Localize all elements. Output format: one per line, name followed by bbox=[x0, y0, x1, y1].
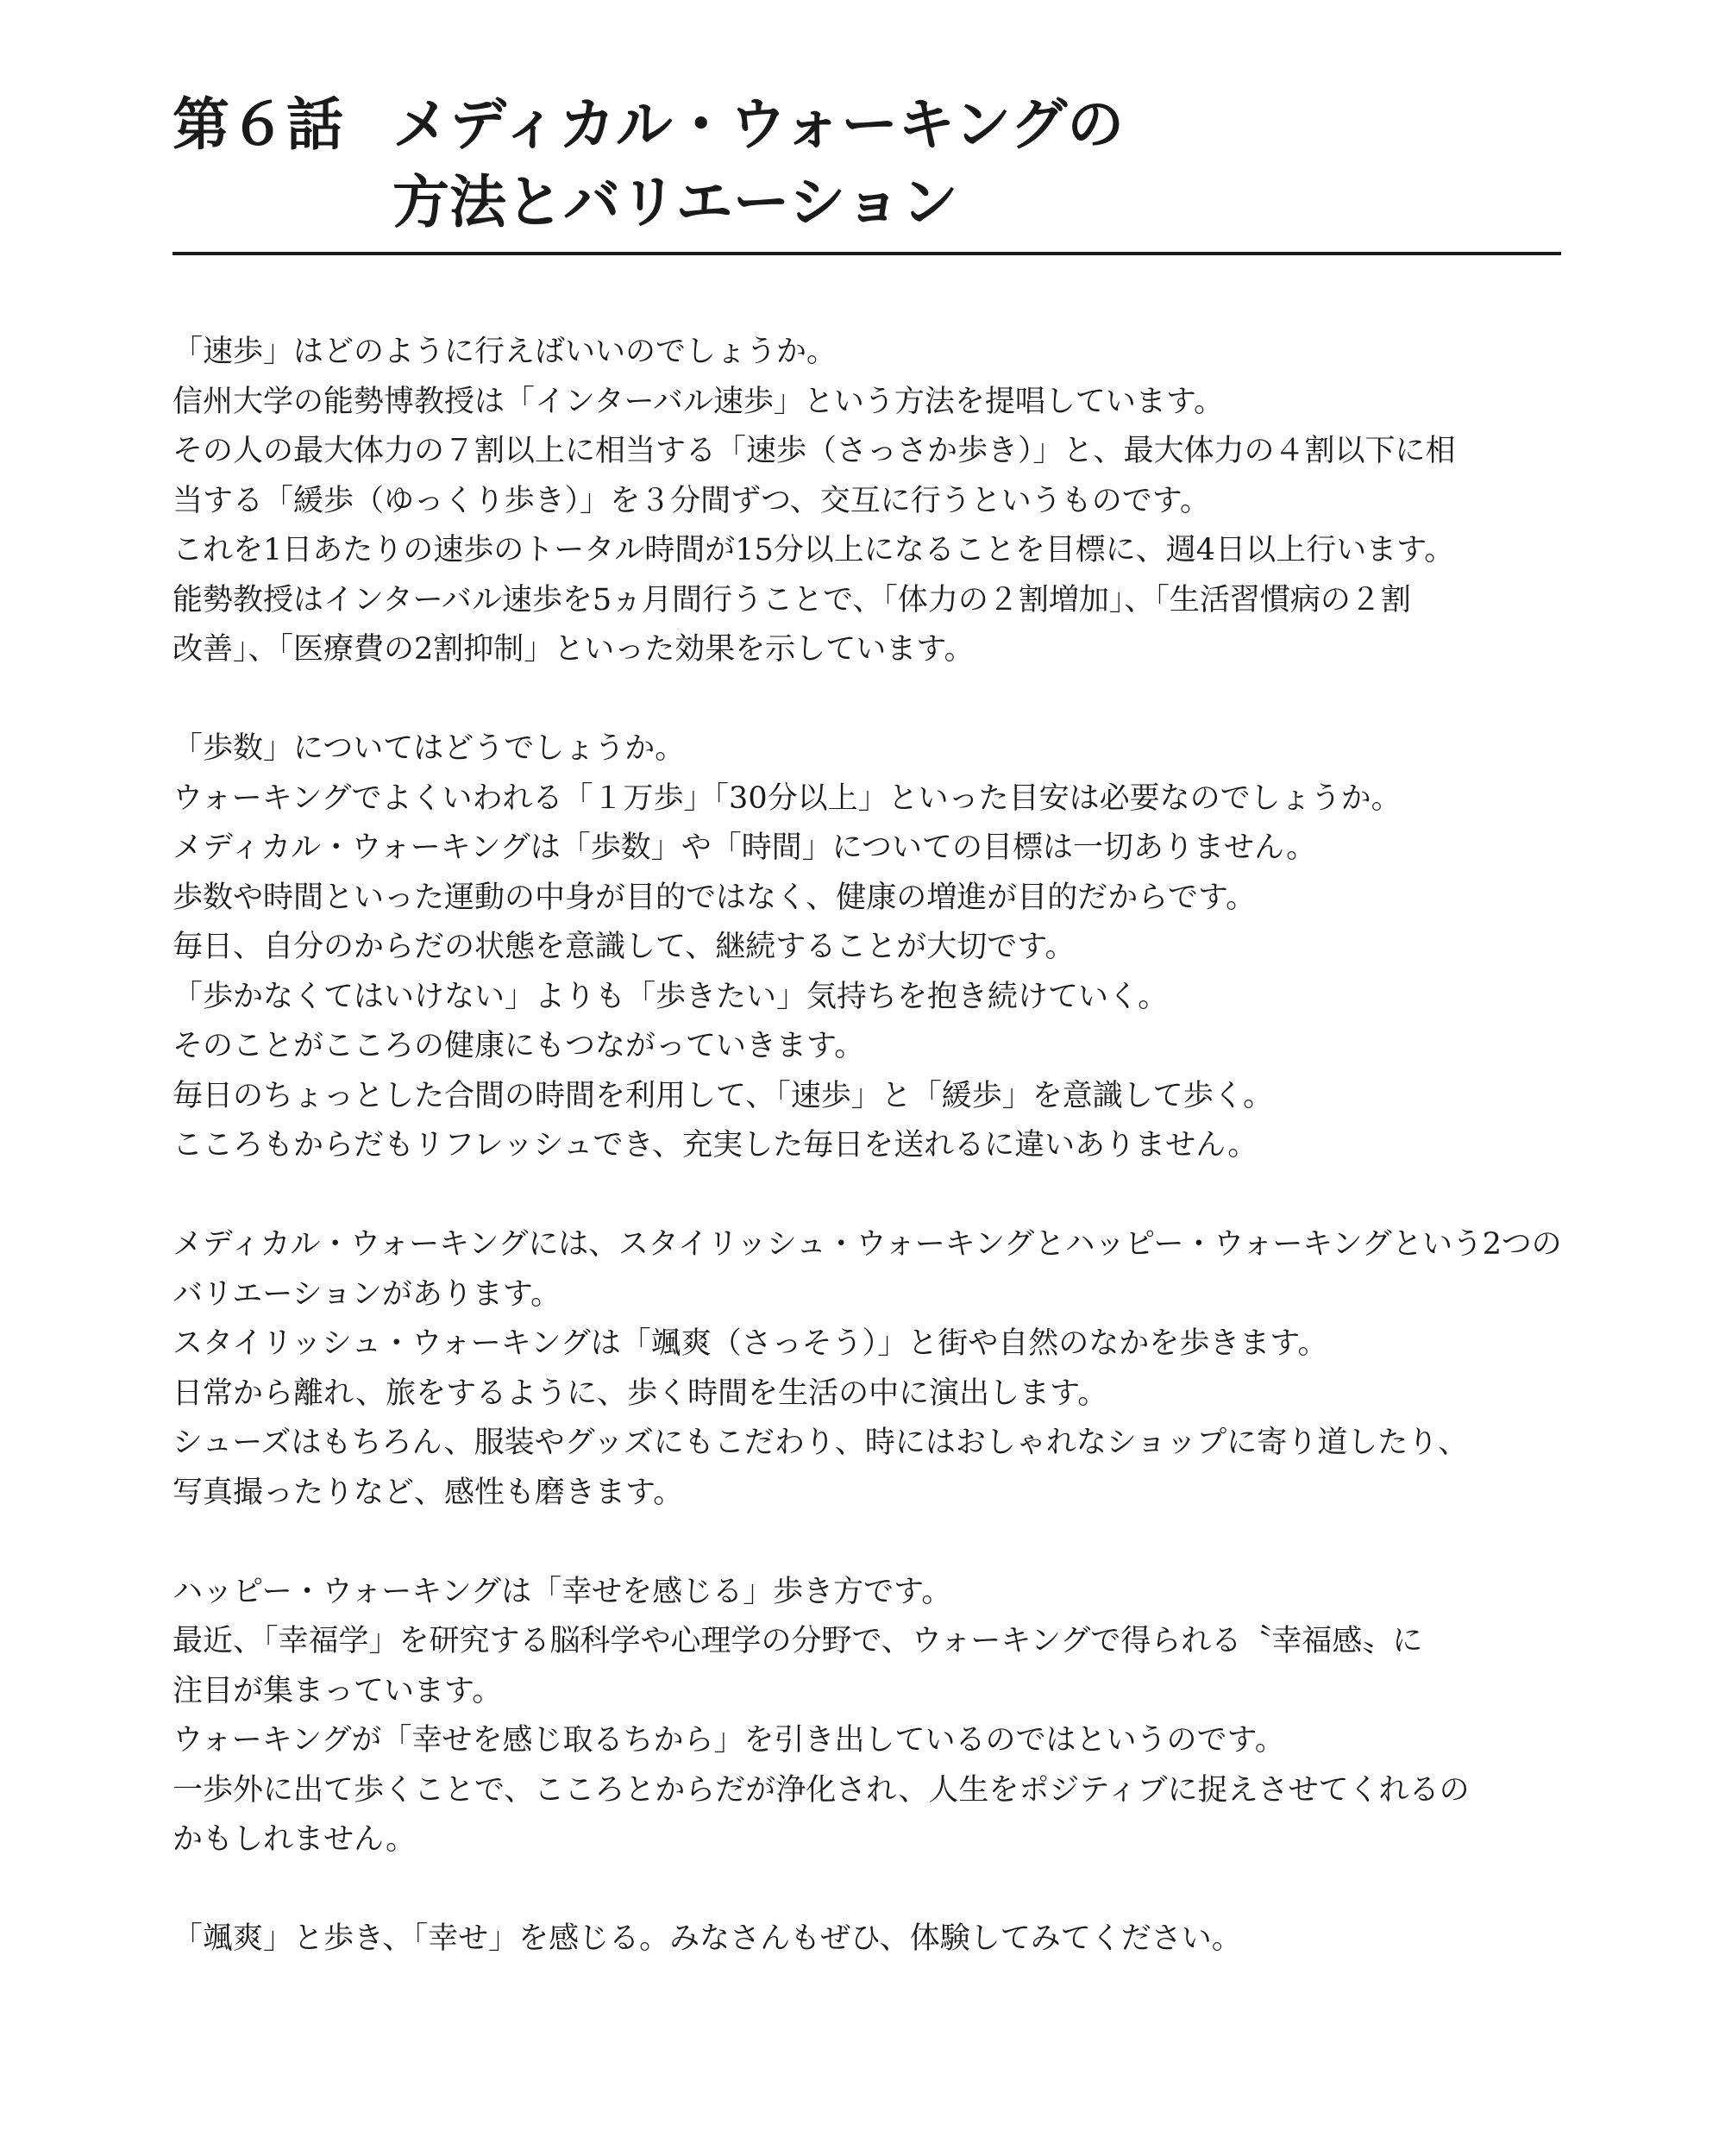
text-line: 日常から離れ、旅をするように、歩く時間を生活の中に演出します。 bbox=[172, 1376, 1108, 1411]
text-line: 最近、「幸福学」を研究する脳科学や心理学の分野で、ウォーキングで得られる〝幸福感〟に bbox=[172, 1624, 1423, 1658]
text-line: その人の最大体力の７割以上に相当する「速歩（さっさか歩き）」と、最大体力の４割以下に相 bbox=[172, 434, 1456, 468]
text-line: ウォーキングでよくいわれる「１万歩」「30分以上」といった目安は必要なのでしょうか。 bbox=[172, 780, 1402, 816]
text-line: バリエーションがあります。 bbox=[172, 1276, 561, 1312]
text-line: シューズはもちろん、服装やグッズにもこだわり、時にはおしゃれなショップに寄り道したり、 bbox=[172, 1426, 1469, 1460]
paragraph-gap bbox=[172, 1171, 1561, 1221]
title-row-1 bbox=[172, 86, 1561, 164]
paragraph bbox=[172, 1915, 1561, 1965]
text-line: 能勢教授はインターバル速歩を5ヵ月間行うことで、「体力の２割増加」、「生活習慣病の２割 bbox=[172, 582, 1411, 617]
title-line-2: 方法とバリエーション bbox=[392, 169, 959, 235]
chapter-title bbox=[172, 86, 1561, 255]
text-line: 注目が集まっています。 bbox=[172, 1673, 503, 1708]
text-line: こころもからだもリフレッシュでき、充実した毎日を送れるに違いありません。 bbox=[172, 1128, 1258, 1163]
paragraph bbox=[172, 724, 1561, 1171]
episode-number: 第６話 bbox=[172, 91, 343, 158]
text-line: 「歩数」についてはどうでしょうか。 bbox=[172, 731, 686, 766]
paragraph-gap bbox=[172, 1518, 1561, 1568]
paragraph bbox=[172, 1220, 1561, 1518]
text-line: 「歩かなくてはいけない」よりも「歩きたい」気持ちを抱き続けていく。 bbox=[172, 979, 1169, 1014]
page bbox=[172, 86, 1561, 1965]
text-line: メディカル・ウォーキングは「歩数」や「時間」についての目標は一切ありません。 bbox=[172, 830, 1317, 865]
paragraph bbox=[172, 328, 1561, 675]
paragraph bbox=[172, 1568, 1561, 1865]
text-line: そのことがこころの健康にもつながっていきます。 bbox=[172, 1029, 865, 1063]
paragraph-gap bbox=[172, 1865, 1561, 1915]
text-line: 歩数や時間といった運動の中身が目的ではなく、健康の増進が目的だからです。 bbox=[172, 880, 1257, 915]
text-line: かもしれません。 bbox=[172, 1822, 417, 1857]
title-line-1: メディカル・ウォーキングの bbox=[392, 91, 1125, 158]
text-line: 「颯爽」と歩き、「幸せ」を感じる。みなさんもぜひ、体験してみてください。 bbox=[172, 1921, 1242, 1956]
text-line: 当する「緩歩（ゆっくり歩き）」を３分間ずつ、交互に行うというものです。 bbox=[172, 483, 1210, 518]
text-line: 毎日のちょっとした合間の時間を利用して、「速歩」と「緩歩」を意識して歩く。 bbox=[172, 1078, 1274, 1113]
text-line: メディカル・ウォーキングには、スタイリッシュ・ウォーキングとハッピー・ウォーキングという2つの bbox=[172, 1227, 1562, 1262]
text-line: 信州大学の能勢博教授は「インターバル速歩」という方法を提唱しています。 bbox=[172, 384, 1225, 419]
text-line: 写真撮ったりなど、感性も磨きます。 bbox=[172, 1475, 684, 1510]
text-line: 毎日、自分のからだの状態を意識して、継続することが大切です。 bbox=[172, 930, 1076, 964]
text-line: 「速歩」はどのように行えばいいのでしょうか。 bbox=[172, 335, 837, 369]
text-line: ハッピー・ウォーキングは「幸せを感じる」歩き方です。 bbox=[172, 1574, 952, 1609]
article-body bbox=[172, 328, 1561, 1965]
text-line: 改善」、「医療費の2割抑制」といった効果を示しています。 bbox=[172, 632, 975, 667]
text-line: スタイリッシュ・ウォーキングは「颯爽（さっそう）」と街や自然のなかを歩きます。 bbox=[172, 1326, 1328, 1361]
text-line: ウォーキングが「幸せを感じ取るちから」を引き出しているのではというのです。 bbox=[172, 1723, 1285, 1758]
paragraph-gap bbox=[172, 675, 1561, 725]
text-line: 一歩外に出て歩くことで、こころとからだが浄化され、人生をポジティブに捉えさせてくれるの bbox=[172, 1772, 1470, 1808]
text-line: これを1日あたりの速歩のトータル時間が15分以上になることを目標に、週4日以上行います。 bbox=[172, 533, 1455, 567]
